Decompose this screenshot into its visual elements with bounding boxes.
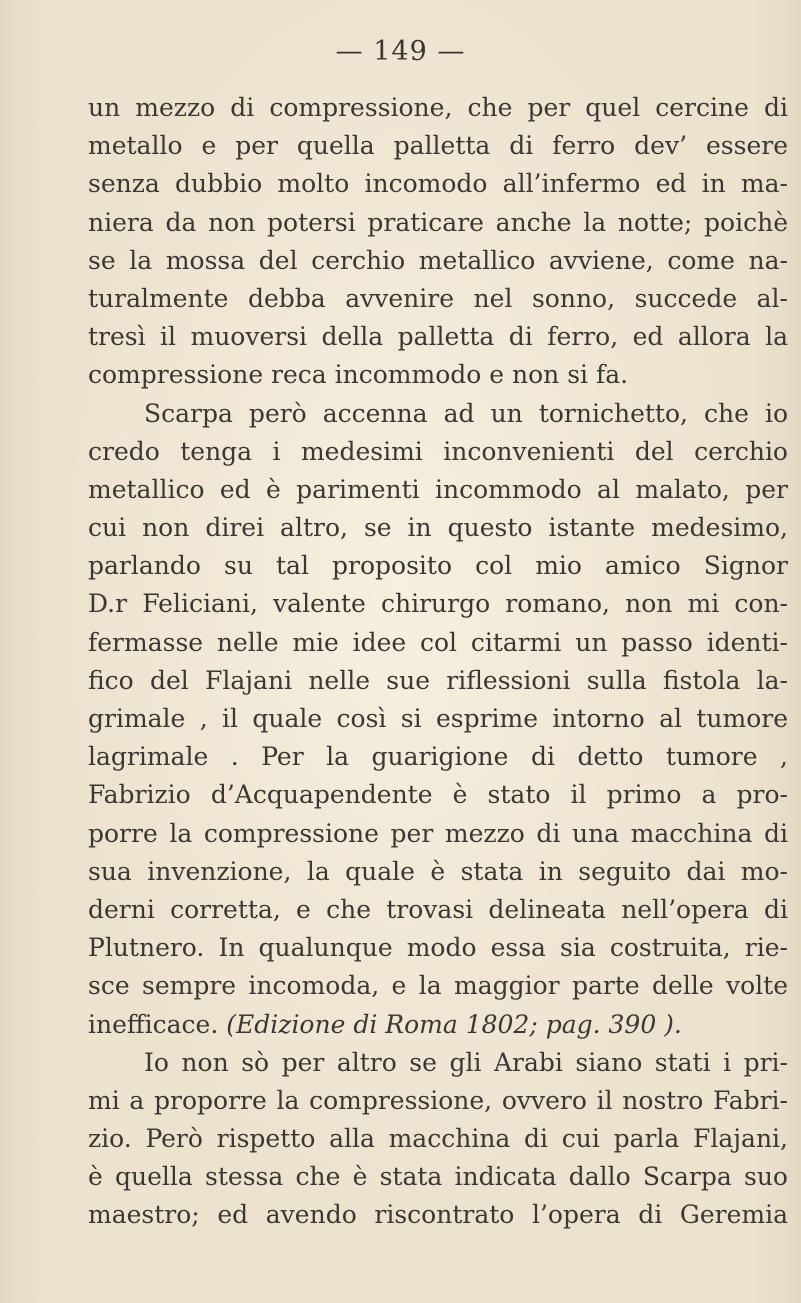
text-line: niera da non potersi praticare anche la notte; poichè xyxy=(88,207,788,237)
text-line: fermasse nelle mie idee col citarmi un passo identi- xyxy=(88,627,788,657)
text-line: è quella stessa che è stata indicata dallo Scarpa suo xyxy=(88,1162,788,1192)
text-line: cui non direi altro, se in questo istante medesimo, xyxy=(88,513,788,543)
text-line: sua invenzione, la quale è stata in seguito dai mo- xyxy=(88,856,788,886)
text-line: Scarpa però accenna ad un tornichetto, che io xyxy=(144,398,788,428)
text-line: se la mossa del cerchio metallico avviene, come na- xyxy=(88,245,788,275)
text-line: mi a proporre la compressione, ovvero il nostro Fabri- xyxy=(88,1085,788,1115)
text-line: D.r Feliciani, valente chirurgo romano, non mi con- xyxy=(88,589,788,619)
text-line: zio. Però rispetto alla macchina di cui parla Flajani, xyxy=(88,1124,788,1154)
text-line: Plutnero. In qualunque modo essa sia costruita, rie- xyxy=(88,933,788,963)
text-line: tresì il muoversi della palletta di ferro, ed allora la xyxy=(88,322,788,352)
text-line: derni corretta, e che trovasi delineata nell’opera di xyxy=(88,894,788,924)
text-line: un mezzo di compressione, che per quel cercine di xyxy=(88,93,788,122)
text-line: metallico ed è parimenti incommodo al malato, per xyxy=(88,474,788,504)
text-line: Io non sò per altro se gli Arabi siano stati i pri- xyxy=(144,1047,788,1077)
text-line: grimale , il quale così si esprime intorno al tumore xyxy=(88,704,788,733)
text-line: sce sempre incomoda, e la maggior parte delle volte xyxy=(88,971,788,1001)
text-line: fico del Flajani nelle sue riflessioni sulla fistola la- xyxy=(88,665,788,695)
text-line: credo tenga i medesimi inconvenienti del cerchio xyxy=(88,436,788,466)
text-line: metallo e per quella palletta di ferro dev’ essere xyxy=(88,131,788,161)
text-line: parlando su tal proposito col mio amico Signor xyxy=(88,551,788,581)
text-line-with-citation xyxy=(88,1006,788,1044)
citation: (Edizione di Roma 1802; pag. 390 ). xyxy=(226,1009,682,1039)
text-line: lagrimale . Per la guarigione di detto tumore , xyxy=(88,742,788,772)
text-line: inefficace. xyxy=(88,1009,219,1039)
text-line: porre la compressione per mezzo di una macchina di xyxy=(88,818,788,848)
body-text xyxy=(88,89,788,1235)
text-line: maestro; ed avendo riscontrato l’opera di Geremia xyxy=(88,1200,788,1230)
text-line: turalmente debba avvenire nel sonno, succede al- xyxy=(88,283,788,313)
text-line: Fabrizio d’Acquapendente è stato il primo a pro- xyxy=(88,780,788,810)
page-number-header: — 149 — xyxy=(335,36,466,67)
text-line: senza dubbio molto incomodo all’infermo ed in ma- xyxy=(88,169,788,199)
text-line: compressione reca incommodo e non si fa. xyxy=(88,360,629,390)
